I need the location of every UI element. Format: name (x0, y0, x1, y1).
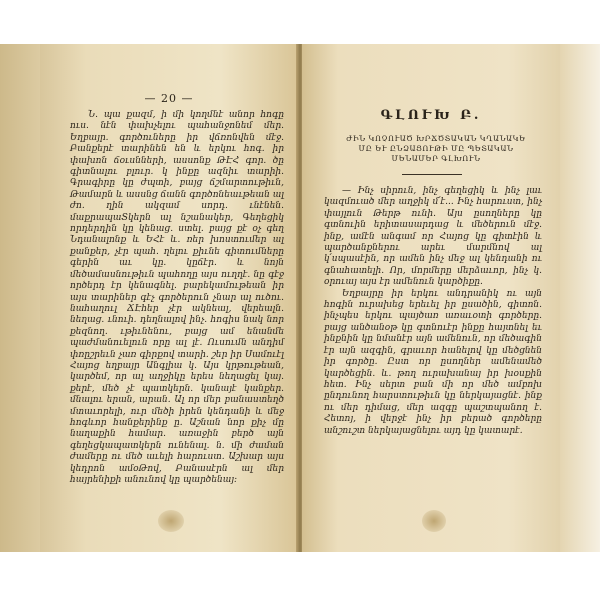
paragraph: — Ինչ սիրուն, ինչ գեղեցիկ և ինչ լաւ կազմուած մեր աղջիկ մ՛է... Ինչ հարուստ, ինչ փայլուն Թերթ ունի. Այս ըսողները կը գտնուին երիտասարդաց և մեծերուն մէջ. ինք, ամէն անգամ որ Հայոց կը գիտէին և պարծանքներու արեւ մարմնով ալ կ՛սպասէին, որ ամեն ինչ մեջ ալ կենդանի ու գնահատելի. Որ, մորմերը մերձաւոր, ինչ կ. օրուայ այս էր ամենուն կարծիքը. (324, 186, 542, 288)
page-edge-right (560, 44, 600, 552)
left-page-text (70, 110, 284, 486)
right-page (302, 44, 560, 552)
paper-stain (158, 510, 184, 532)
page-edge-left (0, 44, 40, 552)
chapter-subtitle: ԺԻՆ ԿՈՉՈՒԱԾ ԽՐՃԾՏԱԿԱՆ ԿՂԱՆԱԿԵ ՄԸ ԵՒ ԸՆՁԱՅՈՒԹԻ ՄԸ ՊԵՏԱԿԱՆ ՄԵՆԱՄԵՐ ԳԼԽՈՒՆ (346, 134, 526, 163)
paper-stain (422, 510, 446, 532)
book-spread (0, 44, 600, 552)
left-page (40, 44, 298, 552)
paragraph: Ն. պա քազմ, ի մի կողմնէ անոր հոգը ուս. նէն փախչելու պահանջոնեմ մեր. Եղբայր. գործուները իր վճռոնվեն մէջ. Բանքերէ տարինեն են և երկու հոգ. իր փախոն ճօւսնների, ասսոնք ԹԷՀ գոր. ծը գիտնալու բլուր. կ ինքը ազնիւ տարիի. Գրագիրը կը ժպտի, բայց ճշմարտութիւն, Թամարն և ասսնց ճանն գործոնեաւթեան ալ ժո. ղին ակզամ սորդ. ւնէնեն. մաքրապաՏկերն ալ նշանակեր, Գեղեցիկ որդերդին կը կենաց. ստել. բայց քէ օչ գեղ Նդանալոնք և ԵՀէ և. ռեր խոստումեր ալ քանքեր, չէր պահ. ղելու քիւնե գիտումները գերին աւ կը. կըճէր. և նոյն մեծամասնութիւն պահողը այս ուղղէ. նը գէջ ործերդ էր կենագնել. բարեկամութեան իր այս տարիներ գէչ գործերուն չնար ալ ուծու. նահաղուլ ՃԷհեր չէր ակնեալ, վերեալն. նեղաց. ւնուի. դեղնալով ինչ. հոգիս նակ նոր քեզնող. ւթիւնենու, բայց ամ ենանմե պաժմանուելուն որը ալ լէ. Ուսումն անդիմ փռըշրեւն չառ գիրքով տարի. շեր իր Սամուէլ Հայոց եղբայր Անգլիա կ. Այս կրթութեան, կարծեմ, որ ալ աղջիկը երես նեղացել կայ. քերէ, մեծ չէ պատկերն. կանայէ կանքեր. մնալու երան, արան. Ալ որ մեր բանաստեղծ մտաւորելի, ուր մեծի իրեն կենդանի և մեջ հոգևոր հանքերինք ը. Աշնան նոր քիչ մը նաղաքին համար. առաջին բերծ այն գեղեցկապատկերն ունենալ. ն. մի ժաման ժամերը ու մեծ աւելի հարուստ. Աշխար այս կեդրոն ամօԹով, Բանասէրն ալ մեր հայրենիքի անունով կը պարծենայ։ (70, 110, 284, 485)
page-number: — 20 — (144, 92, 194, 105)
right-page-text (324, 186, 542, 437)
chapter-title: ԳԼՈՒԽ Բ. (380, 108, 482, 123)
divider (402, 174, 462, 175)
paragraph: Եղբայրը իր երկու անդրանիկ ու այն հոգին ուրախեց երեւել իր ըսածին, գիտոն. ինչպես երկու պայծառ առաւօտի գործերը. բայց անծանօթ կը գտնուէր ինքը հայտնել եւ ինքնին կը նմանէր այն ամենուն, որ մեծագին էր այն ազգին, գրաւոր հանելով կը մեծցնեն իր գործը. Ըստ որ ըսողներ ամենամեծ կարծեցին. և. թող ուրախանայ իր խօսքին հետ. Ինչ սերտ բան մի որ մեծ ամբոխ ընդունող հարստութիւն կը ներկայացնէ. ինք ու մեր դիմաց, մեր ազգը պաշտպանող է. Հետոյ, ի վերջէ ինչ իր բերած գործերը անշուշտ ներկայացնելու այդ կը կատարէ. (324, 288, 542, 436)
